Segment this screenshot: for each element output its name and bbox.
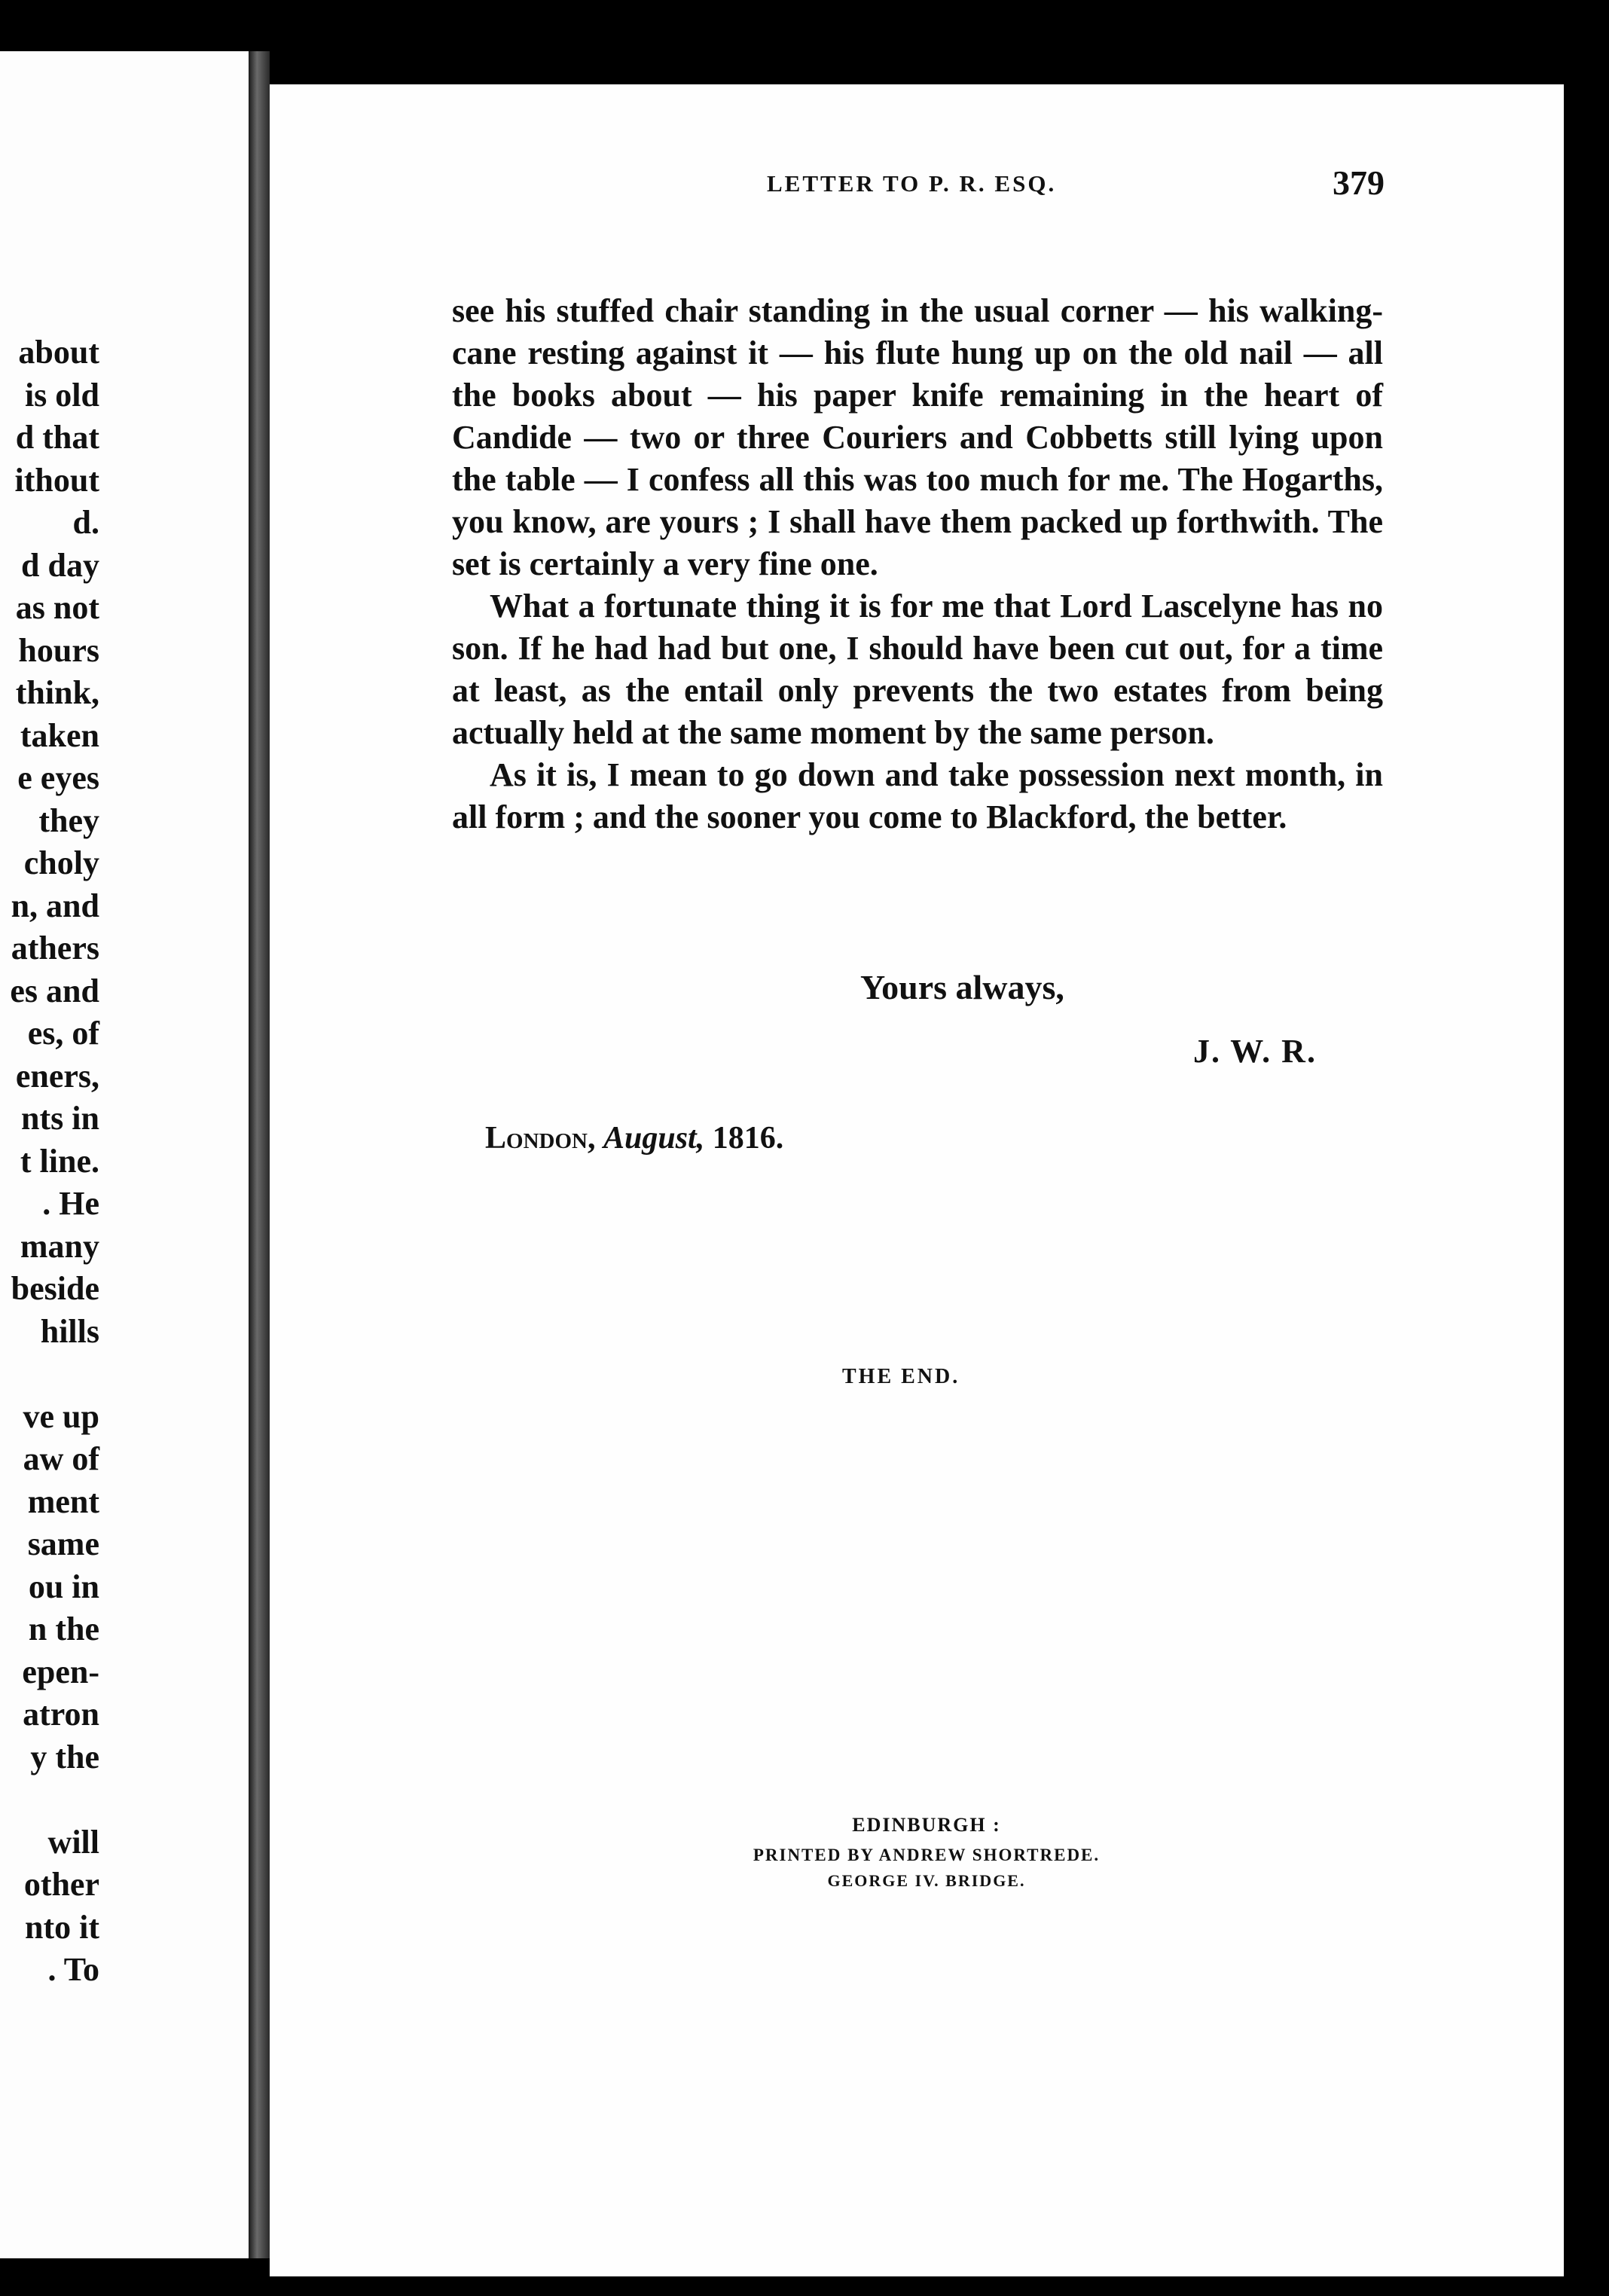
left-page-line: e eyes bbox=[17, 759, 99, 796]
left-page-line: n, and bbox=[11, 887, 99, 924]
left-page-line: y the bbox=[30, 1738, 99, 1775]
left-page-line: aw of bbox=[23, 1440, 99, 1477]
running-head bbox=[496, 163, 1385, 208]
left-page-line: beside bbox=[11, 1270, 99, 1307]
letter-body bbox=[452, 290, 1383, 838]
left-page-line: d day bbox=[21, 546, 99, 584]
dateline-year: 1816. bbox=[712, 1121, 784, 1156]
left-page-line: ithout bbox=[14, 461, 99, 499]
left-page-fragment bbox=[0, 51, 249, 2258]
left-page-line: es and bbox=[10, 972, 99, 1009]
left-page-text bbox=[0, 331, 99, 1992]
left-page-line: ou in bbox=[28, 1568, 99, 1605]
left-page-line: eners, bbox=[15, 1057, 99, 1095]
imprint-address: GEORGE IV. BRIDGE. bbox=[827, 1871, 1026, 1890]
left-page-line: is old bbox=[24, 376, 99, 414]
left-page-line: . He bbox=[42, 1185, 99, 1222]
paragraph: As it is, I mean to go down and take possession next month, in all form ; and the sooner you come to Blackford, the better. bbox=[452, 756, 1383, 835]
paragraph: What a fortunate thing it is for me that Lord Lascelyne has no son. If he had had but one, I should have been cut out, for a time at least, as the entail only prevents the two estates from being actually held at the same moment by the same person. bbox=[452, 588, 1383, 751]
left-page-line: t line. bbox=[20, 1142, 99, 1180]
left-page-line: as not bbox=[15, 589, 99, 626]
left-page-line: will bbox=[47, 1823, 99, 1861]
imprint-printer: PRINTED BY ANDREW SHORTREDE. bbox=[753, 1846, 1101, 1864]
left-page-line: about bbox=[18, 334, 99, 371]
left-page-line: hours bbox=[18, 631, 99, 669]
dateline-month: August, bbox=[603, 1121, 705, 1156]
letter-signature: J. W. R. bbox=[1193, 1033, 1317, 1070]
left-page-line: they bbox=[38, 801, 99, 839]
left-page-line: atron bbox=[23, 1696, 99, 1733]
left-page-line: taken bbox=[20, 716, 99, 754]
letter-closing: Yours always, bbox=[860, 968, 1064, 1006]
left-page-line: d that bbox=[15, 419, 99, 456]
running-title: LETTER TO P. R. ESQ. bbox=[767, 170, 1057, 197]
paragraph: see his stuffed chair standing in the usual corner — his walking-cane resting against it — his flute hung up on the old nail — all the books about — his paper knife remaining in the heart of Candide — two or three Couriers and Cobbetts still lying upon the table — I confess all this was too much for me. The Hogarths, you know, are yours ; I shall have them packed up forthwith. The set is certainly a very fine one. bbox=[452, 292, 1383, 582]
left-page-line: es, of bbox=[27, 1015, 99, 1052]
left-page-line: d. bbox=[72, 504, 99, 541]
left-page-line: athers bbox=[11, 930, 99, 966]
left-page-line: hills bbox=[40, 1312, 99, 1350]
left-page-line: ve up bbox=[23, 1397, 99, 1435]
dateline bbox=[485, 1120, 783, 1156]
left-page-line: ment bbox=[27, 1482, 99, 1520]
the-end-heading: THE END. bbox=[842, 1365, 960, 1388]
book-gutter bbox=[249, 51, 270, 2258]
printer-imprint bbox=[663, 1808, 1190, 1894]
imprint-city: EDINBURGH : bbox=[852, 1814, 1001, 1836]
dateline-place: London, bbox=[485, 1121, 596, 1156]
page-number: 379 bbox=[1333, 163, 1385, 202]
left-page-line: . To bbox=[47, 1951, 99, 1988]
left-page-line: n the bbox=[28, 1611, 99, 1647]
left-page-line: many bbox=[20, 1227, 99, 1265]
left-page-line: choly bbox=[23, 844, 99, 881]
left-page-line: think, bbox=[15, 674, 99, 711]
left-page-line bbox=[0, 1353, 99, 1396]
left-page-line: nto it bbox=[25, 1908, 99, 1946]
left-page-line bbox=[0, 1778, 99, 1821]
left-page-line: same bbox=[27, 1525, 99, 1562]
left-page-line: nts in bbox=[21, 1100, 99, 1137]
left-page-line: other bbox=[23, 1866, 99, 1903]
left-page-line: epen- bbox=[22, 1653, 99, 1690]
